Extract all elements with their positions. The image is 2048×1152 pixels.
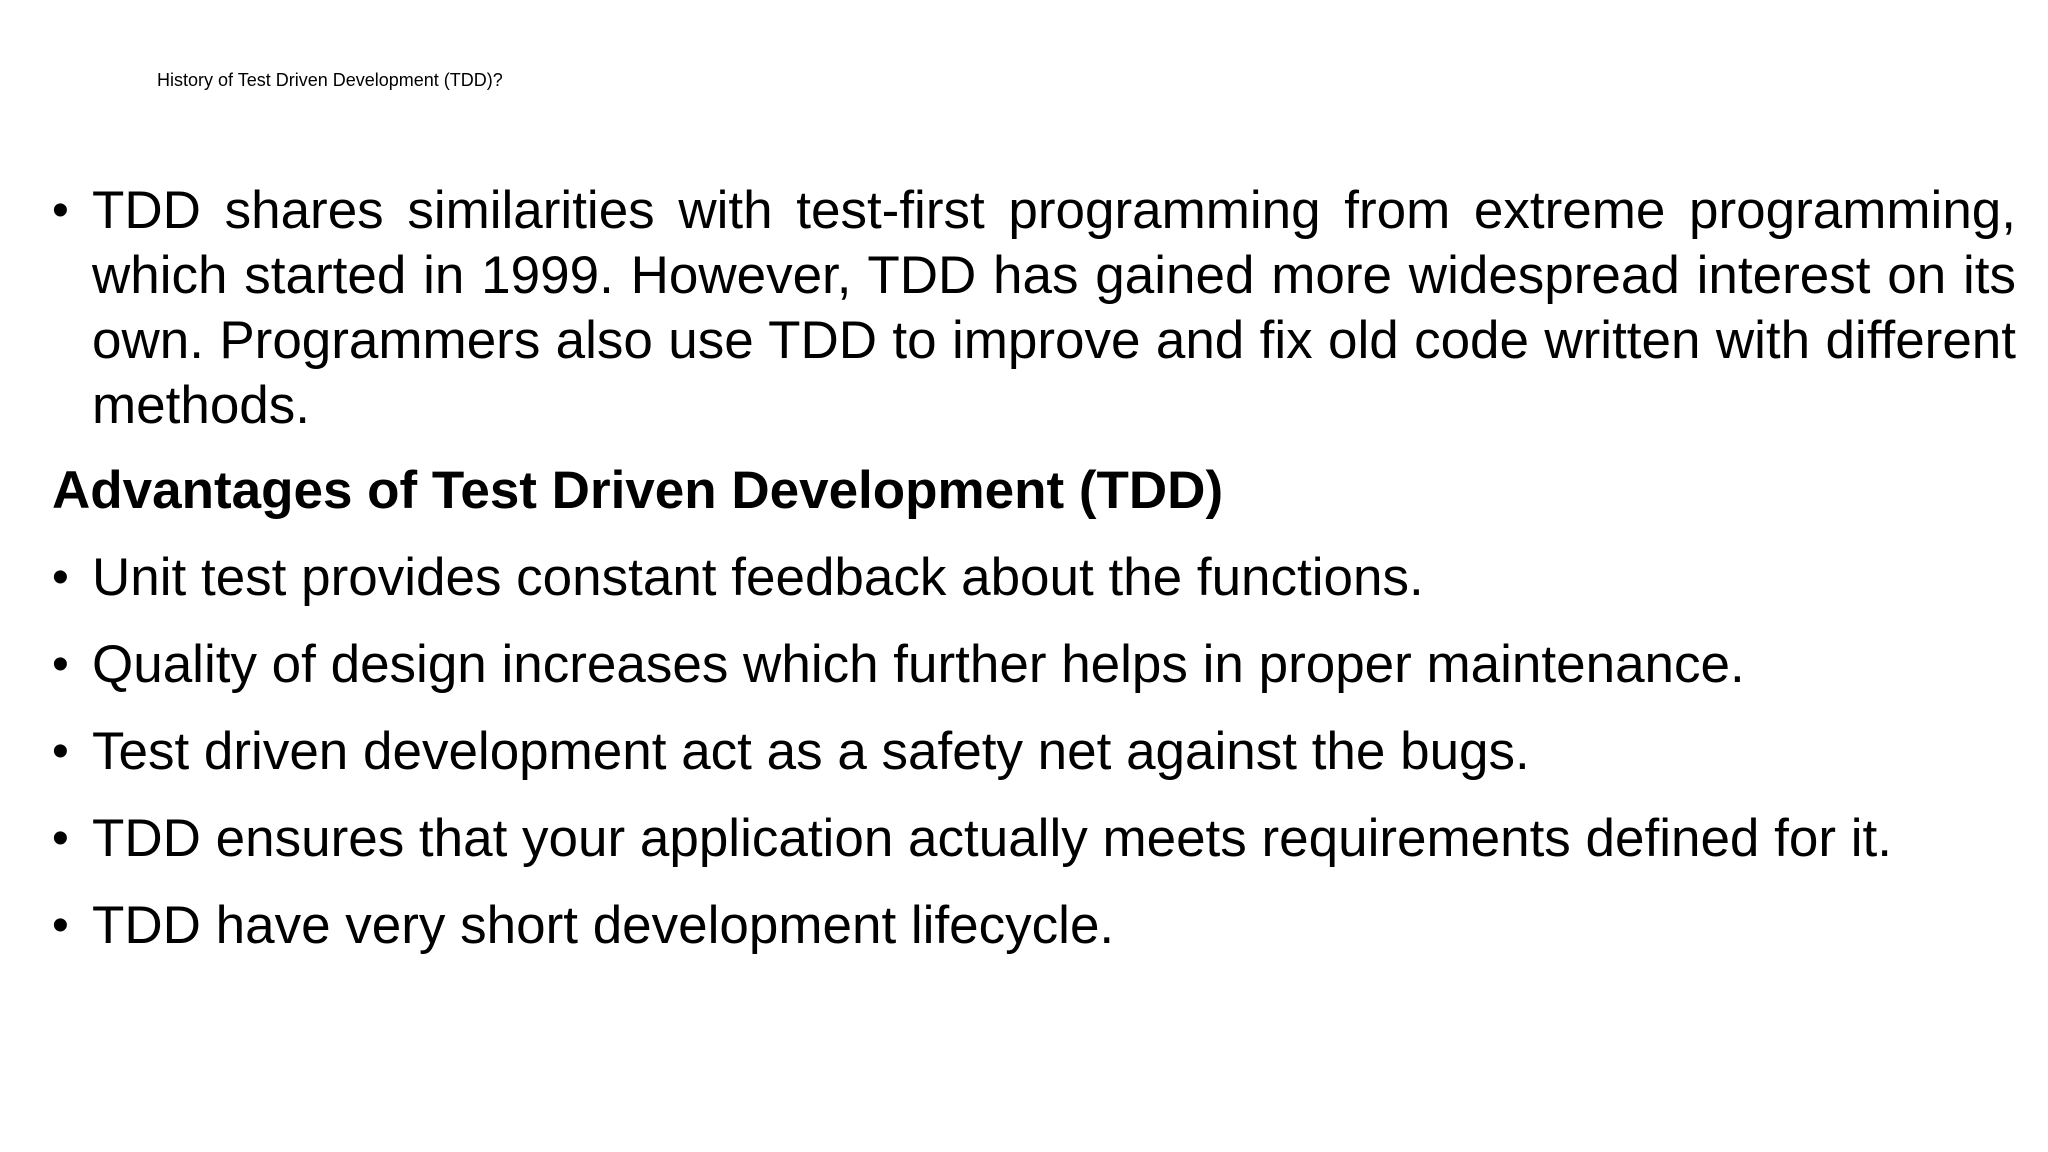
history-bullet xyxy=(52,178,2016,438)
advantage-text: TDD ensures that your application actually meets requirements defined for it. xyxy=(92,809,1892,868)
bullet-icon: • xyxy=(52,725,69,778)
bullet-icon: • xyxy=(52,899,69,952)
advantage-text: TDD have very short development lifecycle. xyxy=(92,896,1115,955)
advantage-bullet-5 xyxy=(52,893,2016,958)
advantage-bullet-3 xyxy=(52,719,2016,784)
advantage-text: Test driven development act as a safety net against the bugs. xyxy=(92,722,1530,781)
bullet-icon: • xyxy=(52,184,69,237)
bullet-icon: • xyxy=(52,812,69,865)
advantage-text: Quality of design increases which further helps in proper maintenance. xyxy=(92,635,1745,694)
advantages-heading: Advantages of Test Driven Development (TDD) xyxy=(52,461,1224,520)
advantage-bullet-2 xyxy=(52,632,2016,697)
advantage-bullet-4 xyxy=(52,806,2016,871)
advantage-bullet-1 xyxy=(52,545,2016,610)
advantage-text: Unit test provides constant feedback about the functions. xyxy=(92,548,1424,607)
slide-title: History of Test Driven Development (TDD)? xyxy=(157,70,503,90)
history-bullet-text: TDD shares similarities with test-first programming from extreme programming, which started in 1999. However, TDD has gained more widespread interest on its own. Programmers also use TDD to improve and fix old code written with different methods. xyxy=(92,181,2016,435)
bullet-icon: • xyxy=(52,638,69,691)
bullet-icon: • xyxy=(52,551,69,604)
